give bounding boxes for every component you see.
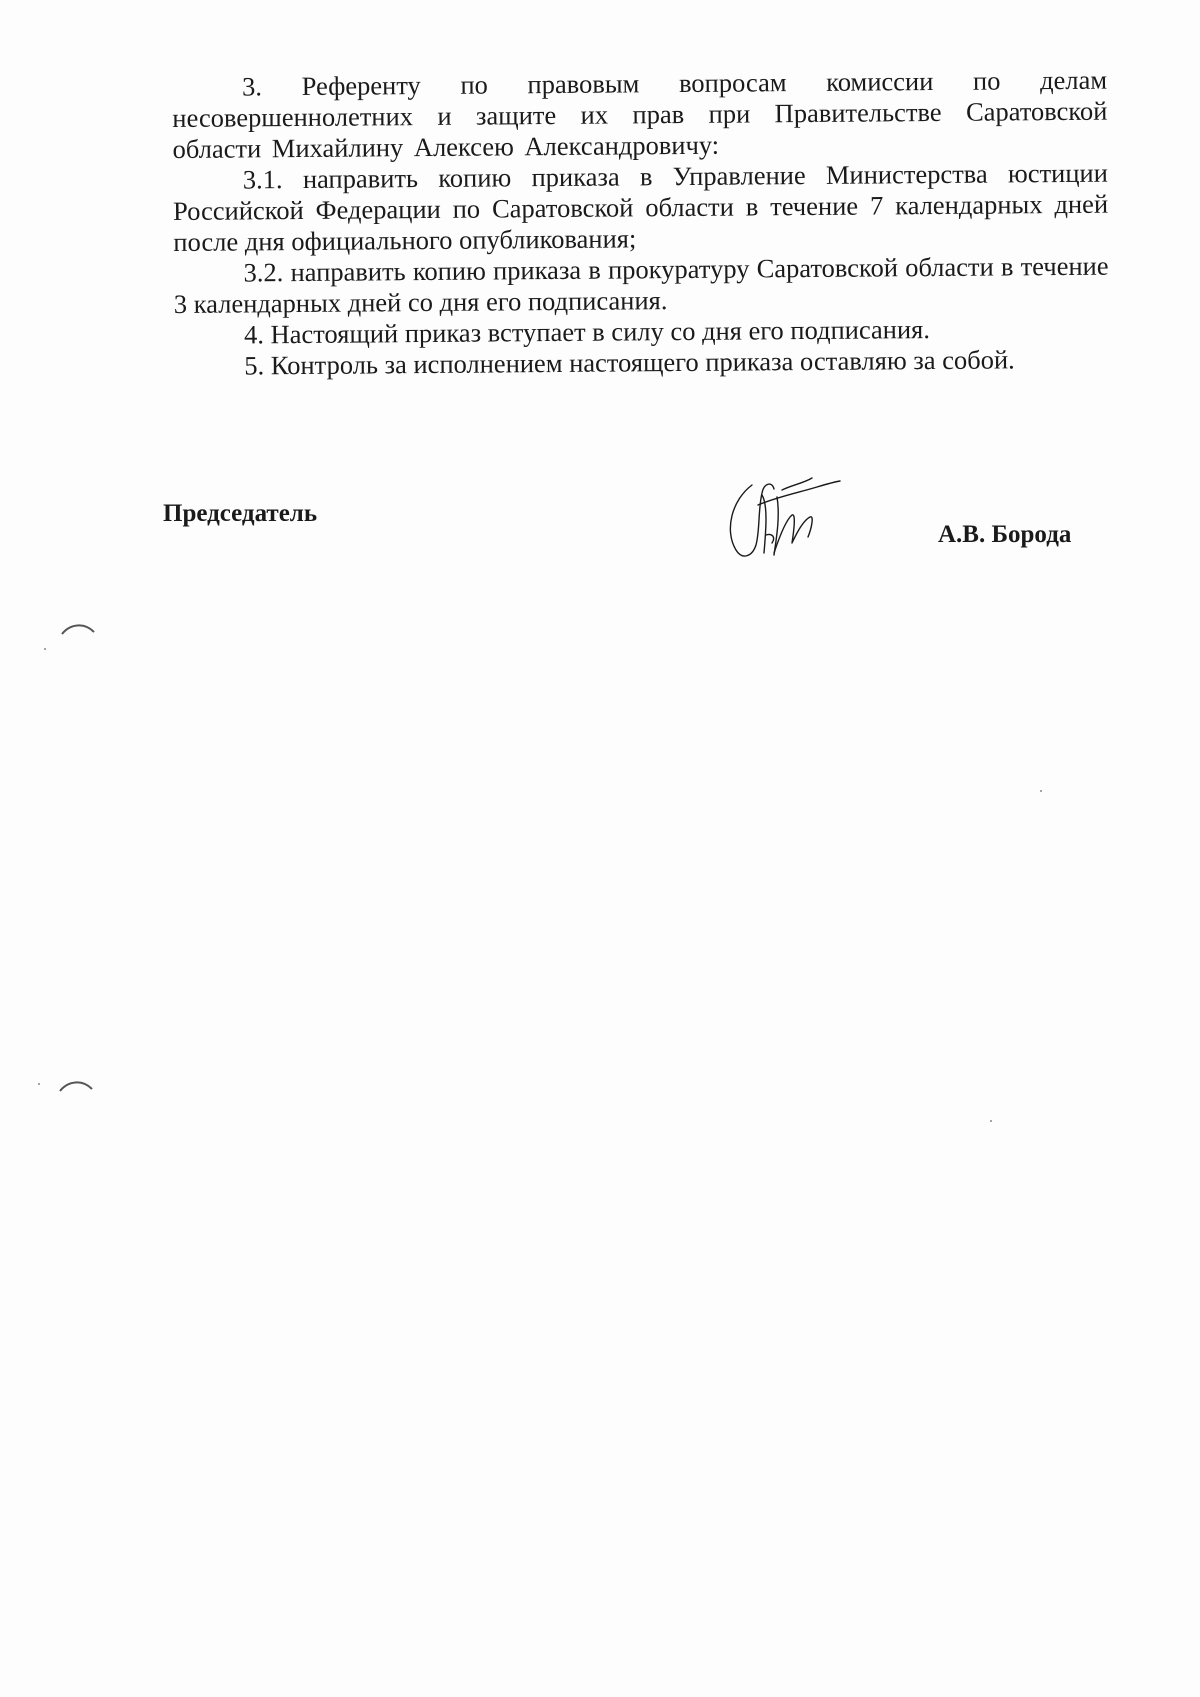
paragraph-5: 5. Контроль за исполнением настоящего приказа оставляю за собой.	[244, 344, 1015, 381]
paragraph-3-1: 3.1. направить копию приказа в Управление Министерства юстиции Российской Федерации по Саратовской области в течение 7 календарных дней после дня официального опубликования;	[172, 157, 1109, 257]
signature-block	[0, 0, 1200, 620]
signer-name: А.В. Борода	[938, 521, 1072, 548]
scan-speck	[990, 1120, 992, 1122]
signer-position: Председатель	[163, 500, 318, 527]
scan-speck	[1040, 790, 1042, 792]
paragraph-3: 3. Референту по правовым вопросам комиссии по делам несовершеннолетних и защите их прав при Правительстве Саратовской области Михайлину Алексею Александровичу:	[172, 64, 1108, 164]
paragraph-4: 4. Настоящий приказ вступает в силу со дня его подписания.	[243, 314, 931, 350]
punch-hole-mark	[60, 618, 100, 638]
paragraph-3-2: 3.2. направить копию приказа в прокуратуру Саратовской области в течение 3 календарных дней со дня его подписания.	[173, 250, 1109, 319]
scan-speck	[38, 1083, 40, 1085]
handwritten-signature	[722, 475, 842, 565]
punch-hole-mark	[58, 1075, 98, 1095]
scan-speck	[44, 648, 46, 650]
